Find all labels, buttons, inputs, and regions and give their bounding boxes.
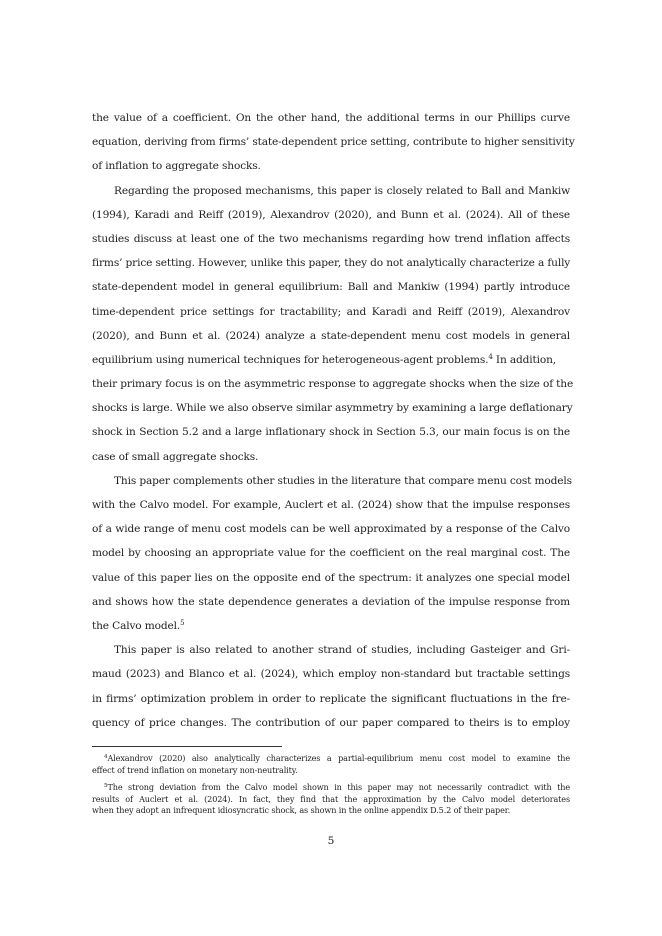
paragraph-3-line-7 (92, 614, 570, 638)
paragraph-2-line-2: (1994), Karadi and Reiff (2019), Alexandrov (2020), and Bunn et al. (2024). All of these (92, 208, 570, 221)
paragraph-2-line-9: their primary focus is on the asymmetric response to aggregate shocks when the size of the (92, 378, 574, 391)
paragraph-3-line-3: of a wide range of menu cost models can be well approximated by a response of the Calvo (92, 523, 570, 536)
footnote-4-line-1-text: Alexandrov (2020) also analytically characterizes a partial-equilibrium menu cost model to examine the (107, 753, 570, 763)
paragraph-2-line-4: firms’ price setting. However, unlike this paper, they do not analytically characterize a fully (92, 257, 571, 270)
paragraph-1-line-3: of inflation to aggregate shocks. (92, 160, 261, 173)
footnote-5-line-1 (92, 782, 570, 794)
paragraph-2-line-5: state-dependent model in general equilibrium: Ball and Mankiw (1994) partly introduce (92, 281, 570, 294)
paragraph-3-line-7-text: the Calvo model. (92, 619, 181, 632)
paragraph-2-line-7: (2020), and Bunn et al. (2024) analyze a state-dependent menu cost models in general (92, 329, 570, 342)
paragraph-2-line-8-tail: In addition, (492, 353, 556, 366)
footnote-4-mark: 4 (104, 754, 108, 760)
paragraph-2-line-8-text: equilibrium using numerical techniques for heterogeneous-agent problems. (92, 353, 489, 366)
paragraph-3-line-5: value of this paper lies on the opposite end of the spectrum: it analyzes one special model (92, 571, 570, 584)
footnote-5-line-2: results of Auclert et al. (2024). In fact, they find that the approximation by the Calvo model deteriorates (92, 793, 570, 804)
paragraph-1-line-1: the value of a coefficient. On the other hand, the additional terms in our Phillips curve (92, 112, 570, 124)
paragraph-4-line-4: quency of price changes. The contribution of our paper compared to theirs is to employ (92, 716, 570, 729)
footnote-rule (92, 746, 282, 747)
paragraph-2-line-11: shock in Section 5.2 and a large inflationary shock in Section 5.3, our main focus is on the (92, 426, 570, 439)
paragraph-2-line-8 (92, 348, 570, 372)
paragraph-1-line-2: equation, deriving from firms’ state-dependent price setting, contribute to higher sensitivity (92, 136, 575, 149)
paragraph-2-line-1: Regarding the proposed mechanisms, this paper is closely related to Ball and Mankiw (114, 184, 570, 197)
paragraph-3-line-2: with the Calvo model. For example, Auclert et al. (2024) show that the impulse responses (92, 499, 570, 511)
footnote-4-line-1 (92, 753, 570, 765)
paragraph-2-line-3: studies discuss at least one of the two mechanisms regarding how trend inflation affects (92, 232, 570, 245)
footnote-4-line-2: effect of trend inflation on monetary non-neutrality. (92, 764, 298, 775)
footnotes (92, 753, 570, 817)
paragraph-4-line-3: in firms’ optimization problem in order to replicate the significant fluctuations in the fre- (92, 692, 570, 705)
footnote-5-line-3: when they adopt an infrequent idiosyncratic shock, as shown in the online appendix D.5.2 of their paper. (92, 805, 511, 816)
footnote-ref-5[interactable]: 5 (180, 618, 185, 627)
paragraph-3-line-6: and shows how the state dependence generates a deviation of the impulse response from (92, 595, 570, 608)
paragraph-2-line-12: case of small aggregate shocks. (92, 450, 259, 463)
footnote-ref-4[interactable]: 4 (488, 352, 493, 361)
page-number: 5 (327, 835, 335, 847)
paragraph-4-line-1: This paper is also related to another strand of studies, including Gasteiger and Gri- (114, 644, 570, 657)
paragraph-3-line-4: model by choosing an appropriate value for the coefficient on the real marginal cost. The (92, 547, 570, 560)
body-text (92, 106, 575, 735)
footnote-5-mark: 5 (104, 783, 108, 790)
footnote-5-line-1-text: The strong deviation from the Calvo model shown in this paper may not necessarily contradict with the (107, 782, 570, 793)
paragraph-2-line-6: time-dependent price settings for tractability; and Karadi and Reiff (2019), Alexandrov (92, 305, 570, 318)
paragraph-4-line-2: maud (2023) and Blanco et al. (2024), which employ non-standard but tractable settings (92, 668, 570, 681)
paragraph-3-line-1: This paper complements other studies in the literature that compare menu cost models (114, 474, 572, 487)
paragraph-2-line-10: shocks is large. While we also observe similar asymmetry by examining a large deflationary (92, 402, 573, 415)
